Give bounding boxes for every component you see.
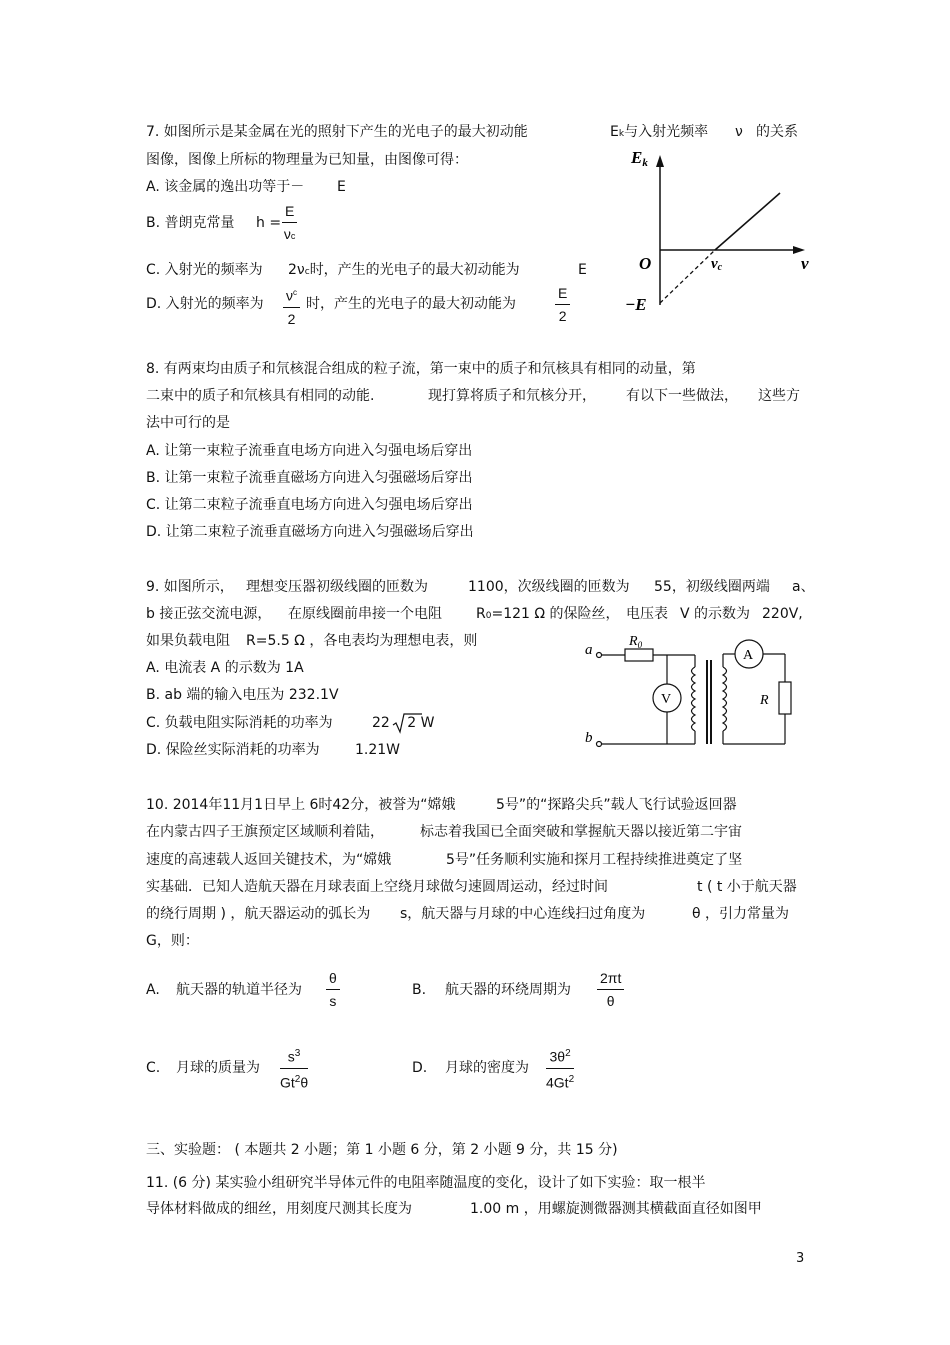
label-r0: $R_0$ xyxy=(629,634,643,650)
label-a-meter: A xyxy=(743,648,754,663)
x-axis-arrow-icon xyxy=(793,246,805,254)
q9-stem-line1c: 1100，次级线圈的匝数为 xyxy=(468,579,630,595)
sqrt-icon xyxy=(392,712,422,734)
y-axis-label: Ek xyxy=(631,148,648,169)
q9-stem-line2g: 220V, xyxy=(762,606,803,622)
resistor-r0 xyxy=(625,649,653,661)
resistor-r xyxy=(779,682,791,714)
q11-stem-line2a: 导体材料做成的细丝，用刻度尺测其长度为 xyxy=(146,1201,412,1217)
q9-stem-line3b: R=5.5 Ω ，各电表均为理想电表，则 xyxy=(246,633,478,649)
q10-stem-line3b: 5号”任务顺利实施和探月工程持续推进奠定了坚 xyxy=(446,852,743,868)
terminal-b xyxy=(597,742,602,747)
y-intercept-label: −E xyxy=(625,295,647,314)
q10-option-b-text: 航天器的环绕周期为 xyxy=(445,982,571,998)
terminal-a xyxy=(597,653,602,658)
q10-option-a-text: 航天器的轨道半径为 xyxy=(176,982,302,998)
q7-option-d-fraction: $\frac{\nu^c}{2}$ xyxy=(283,282,300,330)
q9-circuit-diagram xyxy=(585,632,805,757)
q9-stem-line1b: 理想变压器初级线圈的匝数为 xyxy=(246,579,428,595)
q10-option-c-text: 月球的质量为 xyxy=(176,1060,260,1076)
q7-option-d-value: $\frac{E}{2}$ xyxy=(555,282,570,327)
y-axis-arrow-icon xyxy=(656,155,664,167)
q8-stem-line2d: 这些方 xyxy=(758,388,800,404)
ek-line xyxy=(715,193,780,250)
section3-title: 三、实验题： ( 本题共 2 小题；第 1 小题 6 分，第 2 小题 9 分，共 15 分) xyxy=(146,1142,618,1158)
q10-option-c-fraction: $\frac{s^3}{Gt^2\theta}$ xyxy=(280,1043,308,1093)
q7-stem-tail: 的关系 xyxy=(756,124,798,140)
q11-stem-line1: 11. (6 分) 某实验小组研究半导体元件的电阻率随温度的变化，设计了如下实验：取一根半 xyxy=(146,1175,706,1191)
secondary-coil xyxy=(723,667,727,731)
q8-option-b: B. 让第一束粒子流垂直磁场方向进入匀强磁场后穿出 xyxy=(146,470,473,486)
label-r: R xyxy=(760,693,769,708)
page-number: 3 xyxy=(796,1251,805,1266)
q7-option-d-tail: 时，产生的光电子的最大初动能为 xyxy=(306,296,516,312)
q8-stem-line2a: 二束中的质子和氘核具有相同的动能. xyxy=(146,388,375,404)
x-intercept-label: νc xyxy=(711,256,723,273)
q10-stem-line3a: 速度的高速载人返回关键技术，为“嫦娥 xyxy=(146,852,392,868)
q10-option-a-label: A. xyxy=(146,982,160,998)
q10-stem-line5a: 的绕行周期 ) ，航天器运动的弧长为 xyxy=(146,906,371,922)
q8-stem-line1: 8. 有两束均由质子和氘核混合组成的粒子流，第一束中的质子和氘核具有相同的动量，第 xyxy=(146,361,696,377)
q7-option-c-value: E xyxy=(578,262,587,278)
q10-stem-line6: G，则： xyxy=(146,933,199,949)
q10-option-b-label: B. xyxy=(412,982,427,998)
q10-option-b-fraction: $\frac{2\pi t}{\theta}$ xyxy=(597,967,624,1012)
q10-stem-line2a: 在内蒙古四子王旗预定区域顺利着陆， xyxy=(146,824,384,840)
q7-option-c: C. 入射光的频率为 xyxy=(146,262,263,278)
q10-stem-line4a: 实基础．已知人造航天器在月球表面上空绕月球做匀速圆周运动，经过时间 xyxy=(146,879,608,895)
q7-stem-nu: ν xyxy=(735,124,743,140)
q10-option-d-fraction: $\frac{3\theta^2}{4Gt^2}$ xyxy=(546,1043,574,1093)
q10-stem-line2b: 标志着我国已全面突破和掌握航天器以接近第二宇宙 xyxy=(420,824,742,840)
ek-line-extension xyxy=(660,250,715,303)
q9-stem-line1a: 9. 如图所示， xyxy=(146,579,234,595)
primary-coil xyxy=(692,667,696,731)
q7-option-b-fraction: $\frac{E}{\nu c}$ xyxy=(282,200,297,247)
label-a: a xyxy=(585,642,593,658)
q8-stem-line2b: 现打算将质子和氘核分开， xyxy=(428,388,596,404)
q8-option-a: A. 让第一束粒子流垂直电场方向进入匀强电场后穿出 xyxy=(146,443,473,459)
q7-ek-graph xyxy=(615,145,815,325)
q7-stem-line1: 7. 如图所示是某金属在光的照射下产生的光电子的最大初动能 xyxy=(146,124,528,140)
q7-option-b: B. 普朗克常量 xyxy=(146,215,235,231)
q9-stem-line2c: R0=121 Ω 的保险丝， xyxy=(476,606,620,622)
q7-option-a: A. 该金属的逸出功等于－ xyxy=(146,179,305,195)
q10-stem-line1a: 10. 2014年11月1日早上 6时42分，被誉为“嫦娥 xyxy=(146,797,456,813)
q9-option-c: C. 负载电阻实际消耗的功率为 xyxy=(146,715,333,731)
q7-stem-ek: Ek与入射光频率 xyxy=(610,124,709,140)
q8-stem-line3: 法中可行的是 xyxy=(146,415,230,431)
label-v: V xyxy=(661,692,672,707)
q9-stem-line1d: 55，初级线圈两端 xyxy=(654,579,770,595)
q9-stem-line3a: 如果负载电阻 xyxy=(146,633,230,649)
q8-stem-line2c: 有以下一些做法， xyxy=(626,388,738,404)
origin-label: O xyxy=(639,254,652,273)
q10-stem-line5c: θ ，引力常量为 xyxy=(692,906,790,922)
q9-option-d-value: 1.21W xyxy=(355,742,401,758)
q10-option-c-label: C. xyxy=(146,1060,161,1076)
q10-option-d-text: 月球的密度为 xyxy=(445,1060,529,1076)
x-axis-label: ν xyxy=(801,254,809,273)
q9-stem-line2a: b 接正弦交流电源， xyxy=(146,606,272,622)
q10-stem-line4b: t ( t 小于航天器 xyxy=(697,879,797,895)
q8-option-d: D. 让第二束粒子流垂直磁场方向进入匀强磁场后穿出 xyxy=(146,524,474,540)
q9-stem-line1e: a、 xyxy=(792,579,815,595)
q10-stem-line1b: 5号”的“探路尖兵”载人飞行试验返回器 xyxy=(496,797,737,813)
q7-stem-line2: 图像，图像上所标的物理量为已知量，由图像可得： xyxy=(146,152,468,168)
label-b: b xyxy=(585,730,593,746)
q11-stem-line2b: 1.00 m ，用螺旋测微器测其横截面直径如图甲 xyxy=(470,1201,762,1217)
q7-option-b-h: h = xyxy=(256,215,282,231)
q9-stem-line2b: 在原线圈前串接一个电阻 xyxy=(288,606,442,622)
q7-option-d: D. 入射光的频率为 xyxy=(146,296,264,312)
q7-option-c-freq: 2νc时，产生的光电子的最大初动能为 xyxy=(288,262,520,278)
q7-option-a-value: E xyxy=(337,179,346,195)
q9-option-b: B. ab 端的输入电压为 232.1V xyxy=(146,687,339,703)
q9-stem-line2f: V 的示数为 xyxy=(680,606,751,622)
q10-stem-line5b: s，航天器与月球的中心连线扫过角度为 xyxy=(400,906,646,922)
q10-option-d-label: D. xyxy=(412,1060,428,1076)
q8-option-c: C. 让第二束粒子流垂直电场方向进入匀强电场后穿出 xyxy=(146,497,473,513)
q9-stem-line2e: 电压表 xyxy=(626,606,668,622)
q9-option-c-value: 22 2 W xyxy=(372,713,435,733)
q9-option-d: D. 保险丝实际消耗的功率为 xyxy=(146,742,320,758)
q10-option-a-fraction: $\frac{\theta}{s}$ xyxy=(326,967,340,1012)
q9-option-a: A. 电流表 A 的示数为 1A xyxy=(146,660,304,676)
